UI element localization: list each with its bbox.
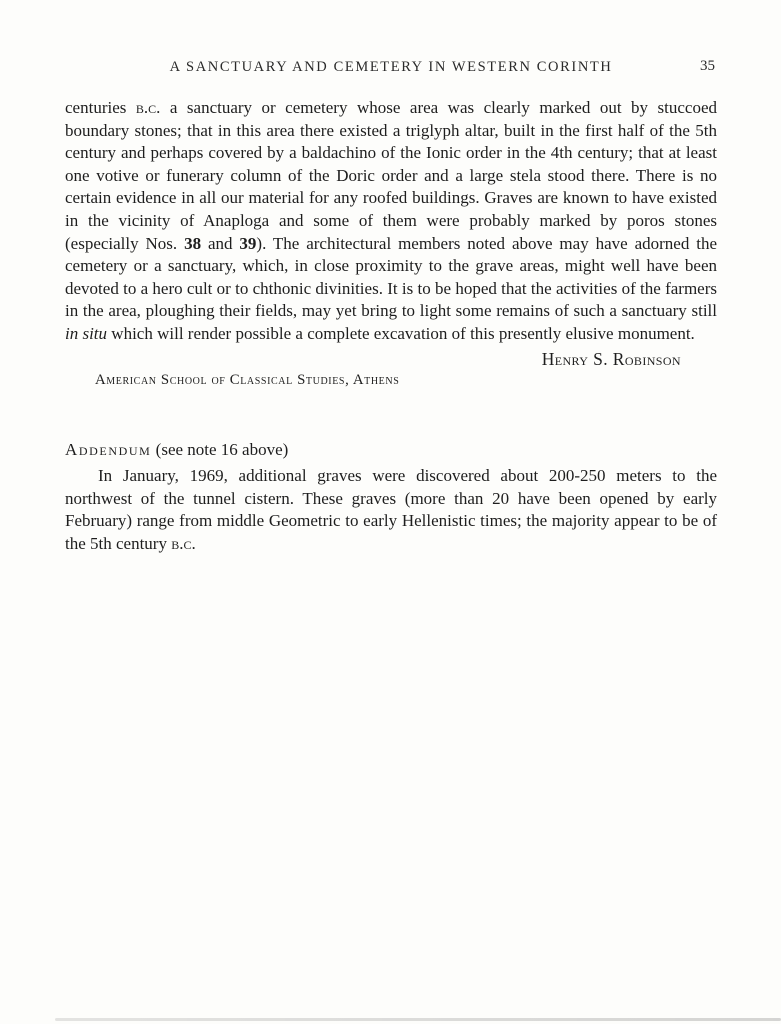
addendum-heading: Addendum (see note 16 above) — [65, 439, 289, 459]
affiliation-text: American School of Classical Studies, Athens — [95, 371, 400, 388]
running-head — [65, 58, 717, 76]
author-signature — [65, 349, 681, 370]
author-name: Henry S. Robinson — [541, 348, 681, 369]
addendum-paragraph: In January, 1969, additional graves were discovered about 200-250 meters to the northwest of the tunnel cistern. These graves (more than 20 have been opened by early February) range from middle Geometric to early Hellenistic times; the majority appear to be of the 5th century b.c. — [65, 466, 717, 553]
main-paragraph: centuries b.c. a sanctuary or cemetery whose area was clearly marked out by stuccoed boundary stones; that in this area there existed a triglyph altar, built in the first half of the 5th century and perhaps covered by a baldachino of the Ionic order in the 4th century; that at least one votive or funerary column of the Doric order and a large stela stood there. There is no certain evidence in all our material for any roofed buildings. Graves are known to have existed in the vicinity of Anaploga and some of them were probably marked by poros stones (especially Nos. 38 and 39). The architectural members noted above may have adorned the cemetery or a sanctuary, which, in close proximity to the grave areas, might well have been devoted to a hero cult or to chthonic divinities. It is to be hoped that the activities of the farmers in the area, ploughing their fields, may yet bring to light some remains of such a sanctuary still in situ which will render possible a complete excavation of this presently elusive monument. — [65, 98, 717, 343]
author-affiliation — [95, 372, 717, 389]
page-number: 35 — [700, 58, 715, 74]
running-title: A SANCTUARY AND CEMETERY IN WESTERN CORINTH — [169, 59, 613, 75]
scan-artifact-edge — [55, 1018, 781, 1021]
